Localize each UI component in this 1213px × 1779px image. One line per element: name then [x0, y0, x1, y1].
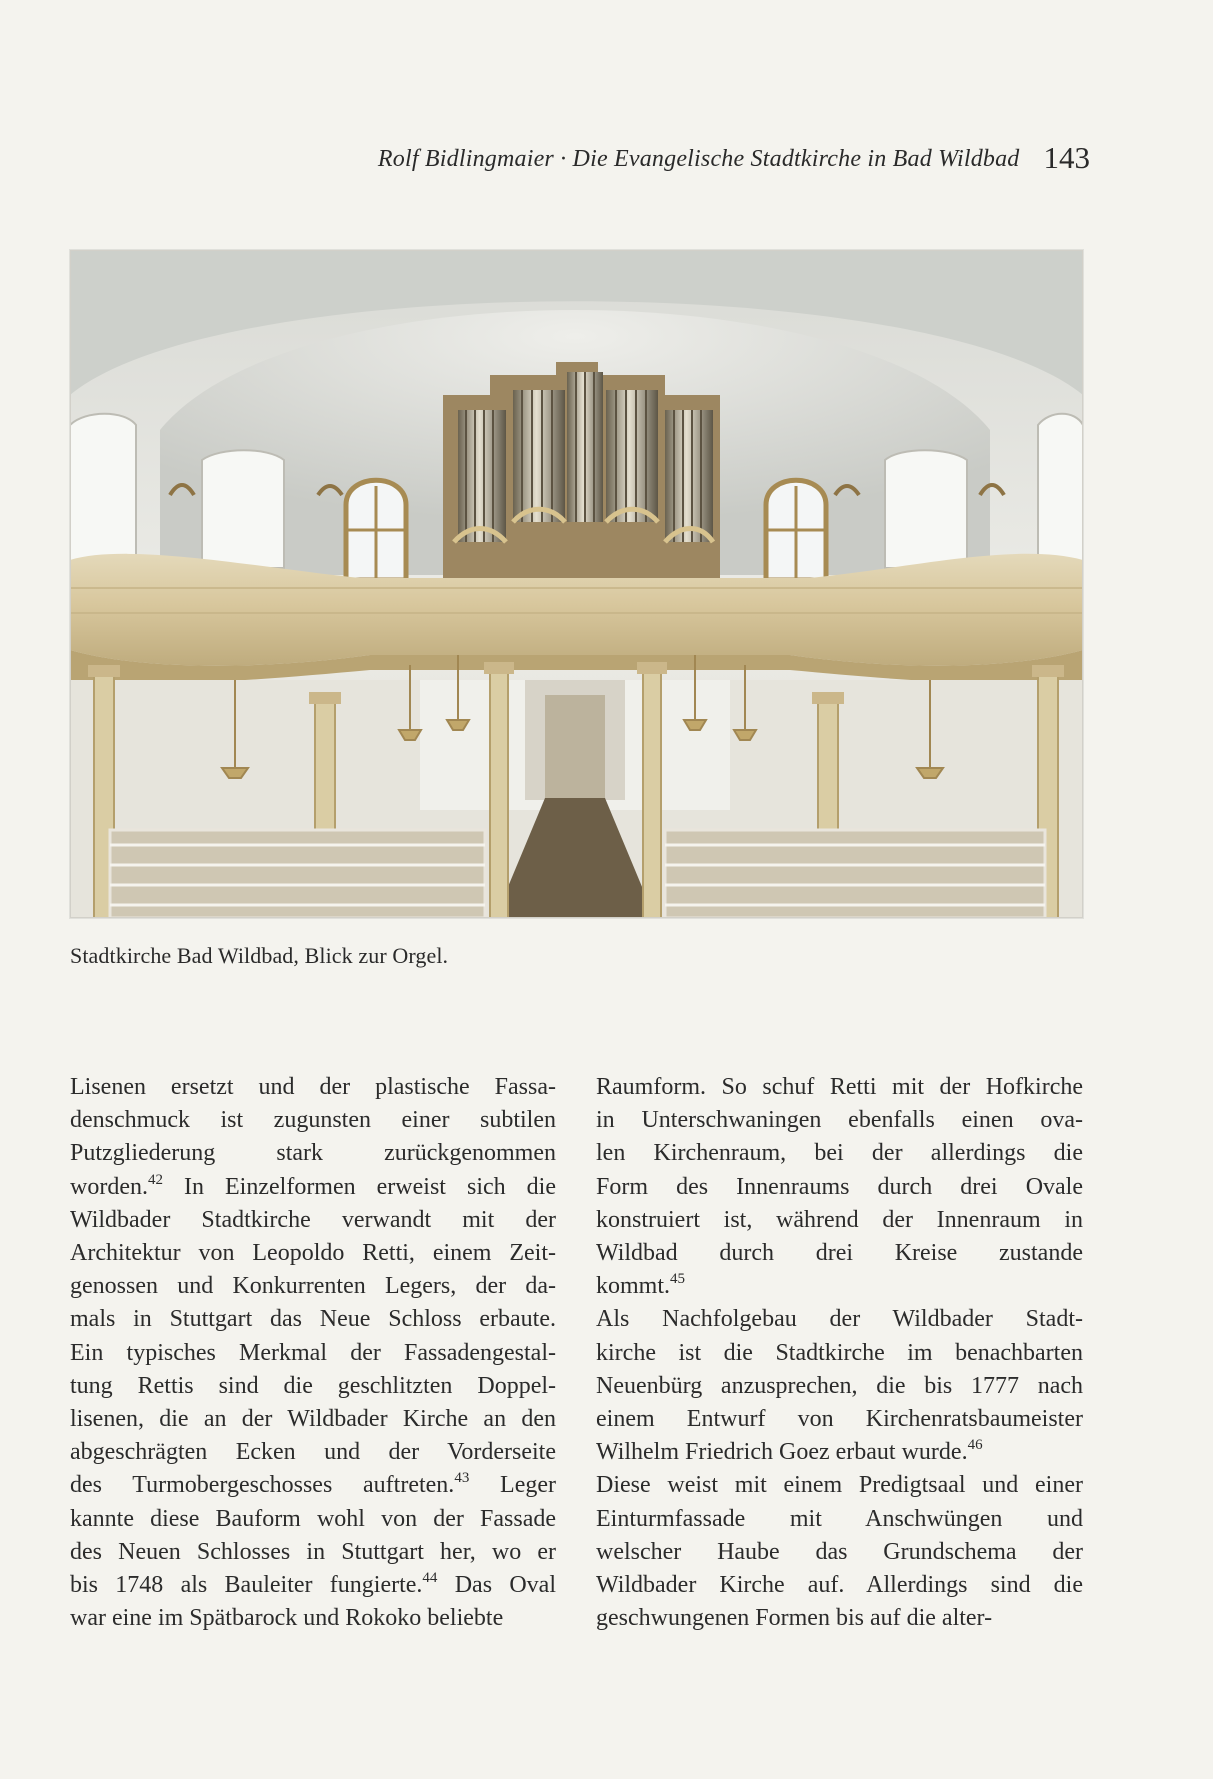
- right-column-line: [596, 1071, 1083, 1104]
- text-run: Wildbad durch drei Kreise zustande: [596, 1240, 1083, 1267]
- footnote-reference: 43: [454, 1470, 470, 1487]
- text-run: tung Rettis sind die geschlitzten Doppel-: [70, 1372, 556, 1399]
- text-run: Neuenbürg anzusprechen, die bis 1777 nach: [596, 1372, 1083, 1399]
- text-run: Form des Innenraums durch drei Ovale: [596, 1173, 1083, 1200]
- figure-caption: Stadtkirche Bad Wildbad, Blick zur Orgel.: [70, 943, 449, 968]
- right-column-line: [596, 1270, 1083, 1303]
- left-text-column: [70, 1071, 556, 1635]
- right-column-line: [596, 1104, 1083, 1137]
- text-run: geschwungenen Formen bis auf die alter-: [596, 1605, 993, 1632]
- text-run: Das Oval: [437, 1572, 556, 1599]
- left-column-line: [70, 1337, 556, 1370]
- text-run: denschmuck ist zugunsten einer subtilen: [70, 1107, 556, 1134]
- text-run: Lisenen ersetzt und der plastische Fassa-: [70, 1074, 556, 1100]
- right-column-line: [596, 1303, 1083, 1336]
- text-run: Einturmfassade mit Anschwüngen und: [596, 1505, 1083, 1532]
- church-interior-photo: [70, 250, 1083, 918]
- organ-view-photo-drawing: [70, 250, 1083, 918]
- left-column-line: [70, 1403, 556, 1436]
- left-column-line: [70, 1303, 556, 1336]
- text-run: welscher Haube das Grundschema der: [596, 1538, 1083, 1565]
- text-run: konstruiert ist, während der Innenraum in: [596, 1206, 1083, 1233]
- right-column-line: [596, 1370, 1083, 1403]
- right-column-line: [596, 1602, 1083, 1635]
- text-run: kannte diese Bauform wohl von der Fassade: [70, 1505, 556, 1532]
- text-run: bis 1748 als Bauleiter fungierte.: [70, 1572, 423, 1599]
- text-run: In Einzelformen erweist sich die: [162, 1173, 556, 1200]
- right-column-line: [596, 1569, 1083, 1602]
- left-column-line: [70, 1071, 556, 1104]
- left-column-line: [70, 1503, 556, 1536]
- footnote-reference: 42: [147, 1171, 163, 1188]
- left-column-line: [70, 1536, 556, 1569]
- text-run: des Neuen Schlosses in Stuttgart her, wo er: [70, 1538, 556, 1565]
- right-column-line: [596, 1171, 1083, 1204]
- left-column-line: [70, 1204, 556, 1237]
- text-run: in Unterschwaningen ebenfalls einen ova-: [596, 1107, 1083, 1134]
- footnote-reference: 46: [967, 1437, 983, 1454]
- text-run: lisenen, die an der Wildbader Kirche an den: [70, 1406, 556, 1433]
- left-column-line: [70, 1171, 556, 1204]
- text-run: Ein typisches Merkmal der Fassadengestal-: [70, 1339, 556, 1366]
- left-column-line: [70, 1137, 556, 1170]
- text-run: einem Entwurf von Kirchenratsbaumeister: [596, 1406, 1083, 1433]
- text-run: Diese weist mit einem Predigtsaal und einer: [596, 1472, 1083, 1499]
- text-run: kommt.: [596, 1273, 671, 1300]
- left-column-line: [70, 1436, 556, 1469]
- text-run: Wilhelm Friedrich Goez erbaut wurde.: [596, 1439, 968, 1466]
- text-run: kirche ist die Stadtkirche im benachbarten: [596, 1339, 1083, 1366]
- text-run: war eine im Spätbarock und Rokoko beliebte: [70, 1605, 504, 1632]
- text-run: Wildbader Kirche auf. Allerdings sind die: [596, 1572, 1083, 1599]
- text-run: genossen und Konkurrenten Legers, der da-: [70, 1273, 556, 1300]
- right-column-line: [596, 1137, 1083, 1170]
- page-number: 143: [1043, 140, 1090, 175]
- right-column-line: [596, 1337, 1083, 1370]
- left-column-line: [70, 1569, 556, 1602]
- text-run: abgeschrägten Ecken und der Vorderseite: [70, 1439, 556, 1466]
- left-column-line: [70, 1469, 556, 1502]
- footnote-reference: 44: [422, 1570, 438, 1587]
- right-column-line: [596, 1469, 1083, 1502]
- text-run: worden.: [70, 1173, 148, 1200]
- text-run: len Kirchenraum, bei der allerdings die: [596, 1140, 1083, 1167]
- text-run: mals in Stuttgart das Neue Schloss erbaute.: [70, 1306, 556, 1333]
- footnote-reference: 45: [670, 1271, 686, 1288]
- running-head-title: Rolf Bidlingmaier · Die Evangelische Stadtkirche in Bad Wildbad: [377, 146, 1020, 172]
- running-head: [190, 138, 1090, 174]
- right-column-line: [596, 1204, 1083, 1237]
- left-column-line: [70, 1237, 556, 1270]
- left-column-line: [70, 1270, 556, 1303]
- left-column-line: [70, 1602, 556, 1635]
- text-run: Putzgliederung stark zurückgenommen: [70, 1140, 556, 1167]
- right-column-line: [596, 1503, 1083, 1536]
- text-run: Raumform. So schuf Retti mit der Hofkirche: [596, 1074, 1083, 1100]
- right-text-column: [596, 1071, 1083, 1635]
- text-run: Architektur von Leopoldo Retti, einem Zeit-: [70, 1240, 556, 1267]
- text-run: Leger: [469, 1472, 556, 1499]
- text-run: Wildbader Stadtkirche verwandt mit der: [70, 1206, 556, 1233]
- text-run: des Turmobergeschosses auftreten.: [70, 1472, 455, 1499]
- right-column-line: [596, 1237, 1083, 1270]
- right-column-line: [596, 1403, 1083, 1436]
- text-run: Als Nachfolgebau der Wildbader Stadt-: [596, 1306, 1083, 1333]
- left-column-line: [70, 1104, 556, 1137]
- organ-case: [443, 362, 720, 595]
- left-column-line: [70, 1370, 556, 1403]
- right-column-line: [596, 1436, 1083, 1469]
- right-column-line: [596, 1536, 1083, 1569]
